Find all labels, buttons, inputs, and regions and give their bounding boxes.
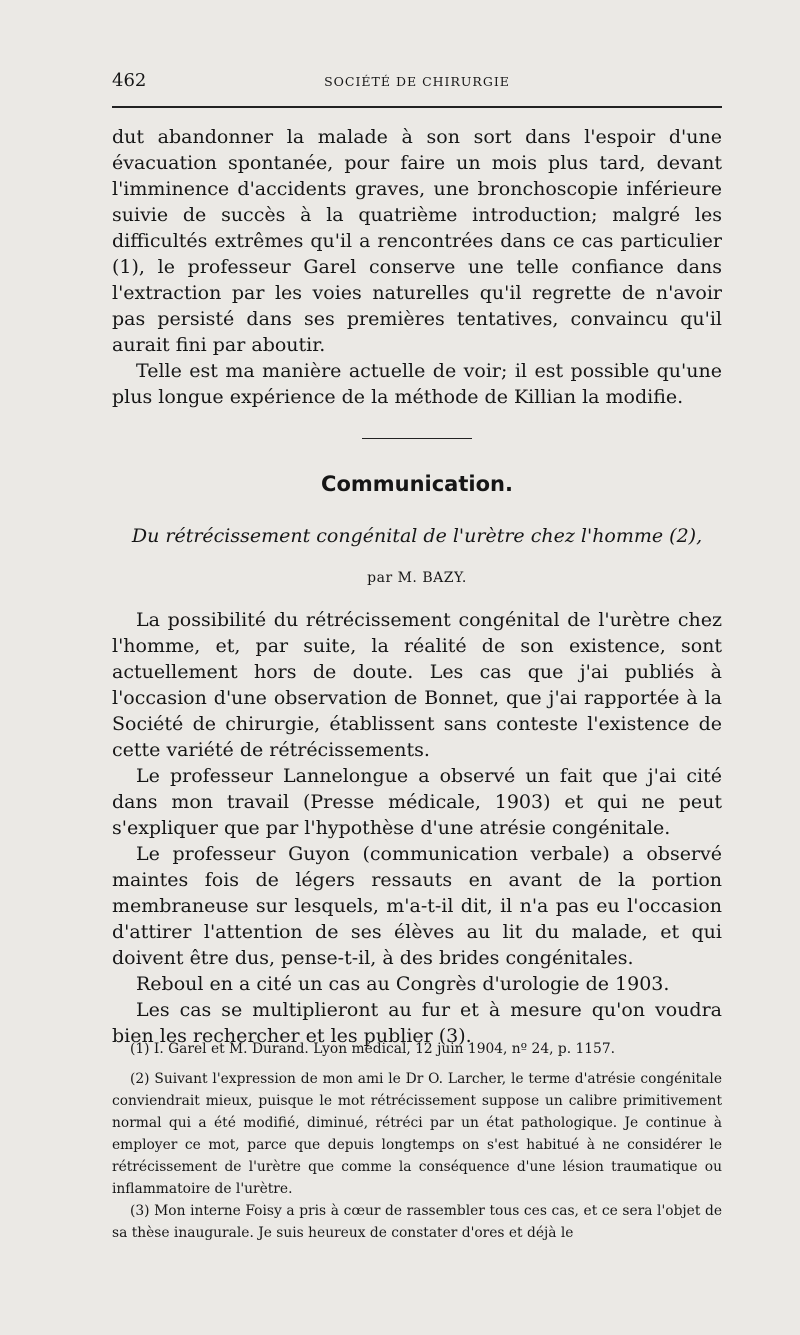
running-title: SOCIÉTÉ DE CHIRURGIE — [324, 74, 510, 89]
page-number: 462 — [112, 70, 147, 91]
paragraph: Le professeur Lannelongue a observé un fait que j'ai cité dans mon travail (Presse médicale, 1903) et qui ne peut s'expliquer que par l'hypothèse d'une atrésie congénitale. — [112, 765, 722, 839]
paragraph: Le professeur Guyon (communication verbale) a observé maintes fois de légers ressauts en avant de la portion membraneuse sur lesquels, m'a-t-il dit, il n'a pas eu l'occasion d'attirer l'attention de ses élèves au lit du malade, et qui doivent être dus, pense-t-il, à des brides congénitales. — [112, 843, 722, 969]
author-byline: par M. BAZY. — [367, 570, 467, 586]
footnote: (1) I. Garel et M. Durand. Lyon médical, 12 juin 1904, nº 24, p. 1157. — [130, 1041, 615, 1057]
main-text — [112, 124, 722, 1049]
paragraph: Telle est ma manière actuelle de voir; il est possible qu'une plus longue expérience de la méthode de Killian la modifie. — [112, 360, 722, 408]
section-heading: Communication. — [321, 472, 513, 496]
footnote: (2) Suivant l'expression de mon ami le Dr O. Larcher, le terme d'atrésie congénitale conviendrait mieux, puisque le mot rétrécissement suppose un calibre primitivement normal qui a été modifié, diminué, rétréci par un état pathologique. Je continue à employer ce mot, parce que depuis longtemps on s'est habitué à ne considérer le rétrécissement de l'urètre que comme la conséquence d'une lésion traumatique ou inflammatoire de l'urètre. — [112, 1071, 722, 1197]
running-head — [112, 70, 722, 94]
paragraph: dut abandonner la malade à son sort dans l'espoir d'une évacuation spontanée, pour faire un mois plus tard, devant l'imminence d'accidents graves, une bronchoscopie inférieure suivie de succès à la quatrième introduction; malgré les difficultés extrêmes qu'il a rencontrées dans ce cas particulier (1), le professeur Garel conserve une telle confiance dans l'extraction par les voies naturelles qu'il regrette de n'avoir pas persisté dans ses premières tentatives, convaincu qu'il aurait fini par aboutir. — [112, 126, 722, 356]
paragraph: Reboul en a cité un cas au Congrès d'urologie de 1903. — [136, 973, 670, 995]
section-separator — [362, 438, 472, 439]
paragraph: La possibilité du rétrécissement congénital de l'urètre chez l'homme, et, par suite, la réalité de son existence, sont actuellement hors de doute. Les cas que j'ai publiés à l'occasion d'une observation de Bonnet, que j'ai rapportée à la Société de chirurgie, établissent sans conteste l'existence de cette variété de rétrécissements. — [112, 609, 722, 761]
paragraph: Les cas se multiplieront au fur et à mesure qu'on voudra bien les rechercher et les publier (3). — [112, 999, 722, 1047]
article-title: Du rétrécissement congénital de l'urètre chez l'homme (2), — [131, 525, 703, 547]
footnote: (3) Mon interne Foisy a pris à cœur de rassembler tous ces cas, et ce sera l'objet de sa thèse inaugurale. Je suis heureux de constater d'ores et déjà le — [112, 1203, 722, 1241]
header-rule — [112, 106, 722, 108]
footnotes — [112, 1038, 722, 1244]
